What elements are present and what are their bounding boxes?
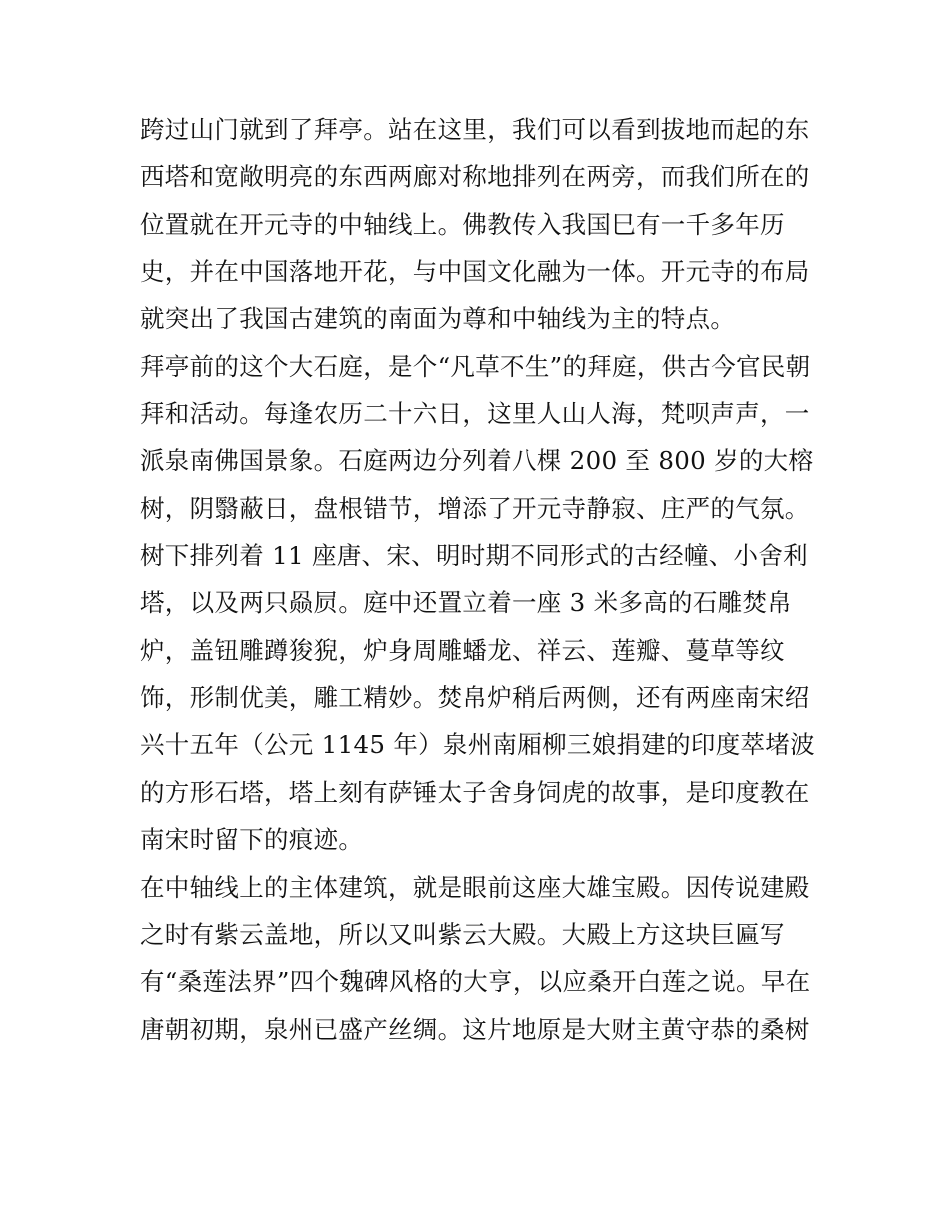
text-line: 唐朝初期，泉州已盛产丝绸。这片地原是大财主黄守恭的桑树 [140,1014,810,1044]
text-line: 拜亭前的这个大石庭，是个“凡草不生”的拜庭，供古今官民朝 [140,351,811,381]
text-line: 树下排列着 11 座唐、宋、明时期不同形式的古经幢、小舍利 [140,541,808,571]
body-text [140,106,820,1053]
text-line: 之时有紫云盖地，所以又叫紫云大殿。大殿上方这块巨匾写 [140,919,785,949]
text-line: 饰，形制优美，雕工精妙。焚帛炉稍后两侧，还有两座南宋绍 [140,683,810,713]
text-line: 在中轴线上的主体建筑，就是眼前这座大雄宝殿。因传说建殿 [140,872,810,902]
text-line: 就突出了我国古建筑的南面为尊和中轴线为主的特点。 [140,304,736,334]
text-line: 西塔和宽敞明亮的东西两廊对称地排列在两旁，而我们所在的 [140,162,810,192]
text-line: 塔，以及两只赑屃。庭中还置立着一座 3 米多高的石雕焚帛 [140,588,793,618]
text-line: 跨过山门就到了拜亭。站在这里，我们可以看到拔地而起的东 [140,115,810,144]
text-line: 炉，盖钮雕蹲狻猊，炉身周雕蟠龙、祥云、莲瓣、蔓草等纹 [140,635,785,665]
text-line: 位置就在开元寺的中轴线上。佛教传入我国巳有一千多年历 [140,209,785,239]
text-line: 有“桑莲法界”四个魏碑风格的大亨，以应桑开白莲之说。早在 [140,967,811,997]
text-line: 派泉南佛国景象。石庭两边分列着八棵 200 至 800 岁的大榕 [140,446,814,476]
text-line: 拜和活动。每逢农历二十六日，这里人山人海，梵呗声声，一 [140,399,810,429]
text-line: 树，阴翳蔽日，盘根错节，增添了开元寺静寂、庄严的气氛。 [140,493,810,523]
text-line: 南宋时留下的痕迹。 [140,825,364,855]
text-line: 兴十五年（公元 1145 年）泉州南厢柳三娘捐建的印度萃堵波 [140,730,815,760]
text-line: 的方形石塔，塔上刻有萨锤太子舍身饲虎的故事，是印度教在 [140,777,810,807]
text-line: 史，并在中国落地开花，与中国文化融为一体。开元寺的布局 [140,257,810,287]
